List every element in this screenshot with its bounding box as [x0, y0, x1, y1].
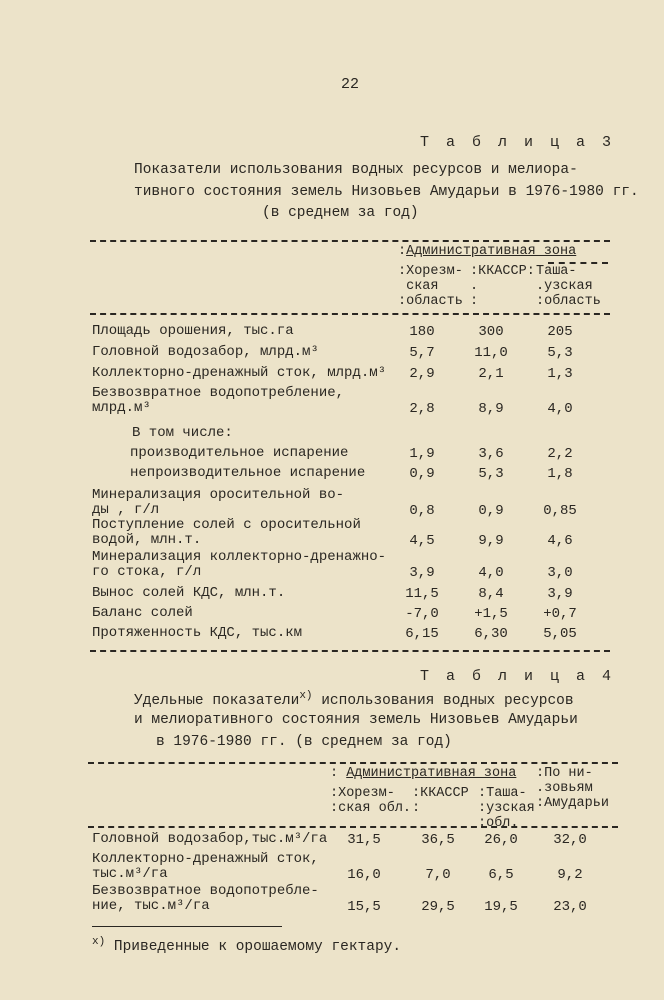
table3-col-kkassr: :ККАССР: . :: [470, 264, 535, 309]
table3-row-8-label: [92, 518, 361, 548]
table3-col-khorezm: :Хорезм- ская :область: [398, 264, 463, 309]
table3-row-5-label: [130, 446, 348, 461]
table3-row-11-value-2: +0,7: [543, 606, 577, 622]
table3-row-7-label-line-1: ды , г/л: [92, 502, 160, 518]
table3-row-6-label-line-0: непроизводительное испарение: [130, 465, 366, 481]
table3-row-8-label-line-1: водой, млн.т.: [92, 532, 202, 548]
table3-row-1-value-0: 5,7: [409, 345, 435, 361]
table3-row-0-value-2: 205: [547, 324, 573, 340]
table4-col-tashauz: :Таша- :узская :обл.: [478, 786, 535, 831]
table3-row-11-label-line-0: Баланс солей: [92, 605, 193, 621]
table3-row-4-label: [132, 426, 233, 441]
table3-row-9-label-line-0: Минерализация коллекторно-дренажно-: [92, 549, 387, 565]
table4-row-2-value-2: 19,5: [484, 899, 518, 915]
table3-row-3-value-1: 8,9: [478, 401, 504, 417]
table4-row-1-label-line-0: Коллекторно-дренажный сток,: [92, 851, 319, 867]
table3-row-9-value-0: 3,9: [409, 565, 435, 581]
table3-row-2-label-line-0: Коллекторно-дренажный сток, млрд.м³: [92, 365, 387, 381]
table3-row-12-value-0: 6,15: [405, 626, 439, 642]
table4-row-2-label: [92, 884, 319, 914]
table3-row-1-label: [92, 345, 319, 360]
table3-row-7-value-2: 0,85: [543, 503, 577, 519]
table3-row-10-label-line-0: Вынос солей КДС, млн.т.: [92, 585, 286, 601]
table3-header-rule: [90, 313, 610, 315]
table4-row-1-label-line-1: тыс.м³/га: [92, 866, 168, 882]
table4-row-2-value-1: 29,5: [421, 899, 455, 915]
table3-title-line-3: (в среднем за год): [262, 205, 419, 221]
table3-title-line-1: Показатели использования водных ресурсов и мелиора-: [134, 162, 578, 178]
table3-row-7-value-1: 0,9: [478, 503, 504, 519]
table3-row-2-value-2: 1,3: [547, 366, 573, 382]
table3-top-rule: [90, 240, 610, 242]
page-number: 22: [340, 76, 359, 93]
table4-top-rule: [88, 762, 618, 764]
table3-row-2-value-0: 2,9: [409, 366, 435, 382]
table3-row-9-value-1: 4,0: [478, 565, 504, 581]
table3-row-0-label-line-0: Площадь орошения, тыс.га: [92, 323, 294, 339]
table3-row-5-value-1: 3,6: [478, 446, 504, 462]
table3-row-8-value-2: 4,6: [547, 533, 573, 549]
table4-row-0-label-line-0: Головной водозабор,тыс.м³/га: [92, 831, 328, 847]
table4-row-2-value-0: 15,5: [347, 899, 381, 915]
table3-row-3-value-0: 2,8: [409, 401, 435, 417]
table3-row-5-label-line-0: производительное испарение: [130, 445, 349, 461]
table3-row-10-value-1: 8,4: [478, 586, 504, 602]
table3-row-0-value-1: 300: [478, 324, 504, 340]
table4-title-line-3: в 1976-1980 гг. (в среднем за год): [156, 734, 452, 750]
table3-row-3-label-line-1: млрд.м³: [92, 400, 151, 416]
table4-row-1-value-3: 9,2: [557, 867, 583, 883]
table4-row-2-value-3: 23,0: [553, 899, 587, 915]
footnote: $^{х)}$ Приведенные к орошаемому гектару.: [92, 936, 402, 955]
table3-row-1-value-2: 5,3: [547, 345, 573, 361]
table3-row-2-label: [92, 366, 386, 381]
table3-row-11-value-0: -7,0: [405, 606, 439, 622]
table4-group-header: : Административная зона: [330, 766, 517, 781]
table3-row-0-label: [92, 324, 294, 339]
table4-row-1-value-0: 16,0: [347, 867, 381, 883]
footnote-rule: [92, 926, 282, 927]
table3-row-12-label: [92, 626, 302, 641]
table4-row-1-value-2: 6,5: [488, 867, 514, 883]
table3-row-3-label: [92, 386, 344, 416]
table4-col-total: :По ни- .зовьям :Амударьи: [536, 766, 609, 811]
table3-row-6-value-1: 5,3: [478, 466, 504, 482]
table3-row-8-label-line-0: Поступление солей с оросительной: [92, 517, 361, 533]
table4-label: Т а б л и ц а 4: [420, 668, 616, 685]
table3-row-1-label-line-0: Головной водозабор, млрд.м³: [92, 344, 319, 360]
table3-row-0-value-0: 180: [409, 324, 435, 340]
table4-row-0-value-0: 31,5: [347, 832, 381, 848]
table3-row-6-label: [130, 466, 365, 481]
table3-row-10-value-0: 11,5: [405, 586, 439, 602]
table3-row-6-value-2: 1,8: [547, 466, 573, 482]
table3-row-8-value-0: 4,5: [409, 533, 435, 549]
table3-row-7-label: [92, 488, 344, 518]
table3-row-9-label: [92, 550, 386, 580]
table3-title-line-2: тивного состояния земель Низовьев Амударьи в 1976-1980 гг.: [134, 184, 639, 200]
table4-title-line-2: и мелиоративного состояния земель Низовьев Амударьи: [134, 712, 578, 728]
table4-col-kkassr: :ККАССР :: [412, 786, 469, 816]
table3-row-12-value-1: 6,30: [474, 626, 508, 642]
table4-row-0-value-3: 32,0: [553, 832, 587, 848]
table3-row-7-value-0: 0,8: [409, 503, 435, 519]
table3-row-11-label: [92, 606, 193, 621]
table3-row-11-value-1: +1,5: [474, 606, 508, 622]
table4-row-0-label: [92, 832, 327, 847]
table4-title-line-1: Удельные показатели$^{х)}$ использования водных ресурсов: [134, 690, 574, 709]
table3-group-header: :Административная зона: [398, 244, 577, 259]
table4-row-1-label: [92, 852, 319, 882]
table4-row-0-value-2: 26,0: [484, 832, 518, 848]
table3-row-5-value-2: 2,2: [547, 446, 573, 462]
table4-col-khorezm: :Хорезм- :ская обл.: [330, 786, 412, 816]
table3-row-1-value-1: 11,0: [474, 345, 508, 361]
table4-header-rule: [88, 826, 618, 828]
table4-row-0-value-1: 36,5: [421, 832, 455, 848]
table4-row-2-label-line-0: Безвозвратное водопотребле-: [92, 883, 319, 899]
table3-row-6-value-0: 0,9: [409, 466, 435, 482]
table3-label: Т а б л и ц а 3: [420, 134, 616, 151]
table3-row-9-value-2: 3,0: [547, 565, 573, 581]
table3-row-2-value-1: 2,1: [478, 366, 504, 382]
table3-row-9-label-line-1: го стока, г/л: [92, 564, 202, 580]
table3-row-8-value-1: 9,9: [478, 533, 504, 549]
table3-bottom-rule: [90, 650, 610, 652]
table3-row-10-value-2: 3,9: [547, 586, 573, 602]
table3-row-5-value-0: 1,9: [409, 446, 435, 462]
table3-row-3-label-line-0: Безвозвратное водопотребление,: [92, 385, 345, 401]
table4-row-2-label-line-1: ние, тыс.м³/га: [92, 898, 210, 914]
table3-row-12-label-line-0: Протяженность КДС, тыс.км: [92, 625, 303, 641]
table3-row-3-value-2: 4,0: [547, 401, 573, 417]
table4-row-1-value-1: 7,0: [425, 867, 451, 883]
table3-col-tashauz: Таша- .узская :область: [536, 264, 601, 309]
table3-row-10-label: [92, 586, 285, 601]
table3-row-7-label-line-0: Минерализация оросительной во-: [92, 487, 345, 503]
table3-row-4-label-line-0: В том числе:: [132, 425, 233, 441]
table3-row-12-value-2: 5,05: [543, 626, 577, 642]
